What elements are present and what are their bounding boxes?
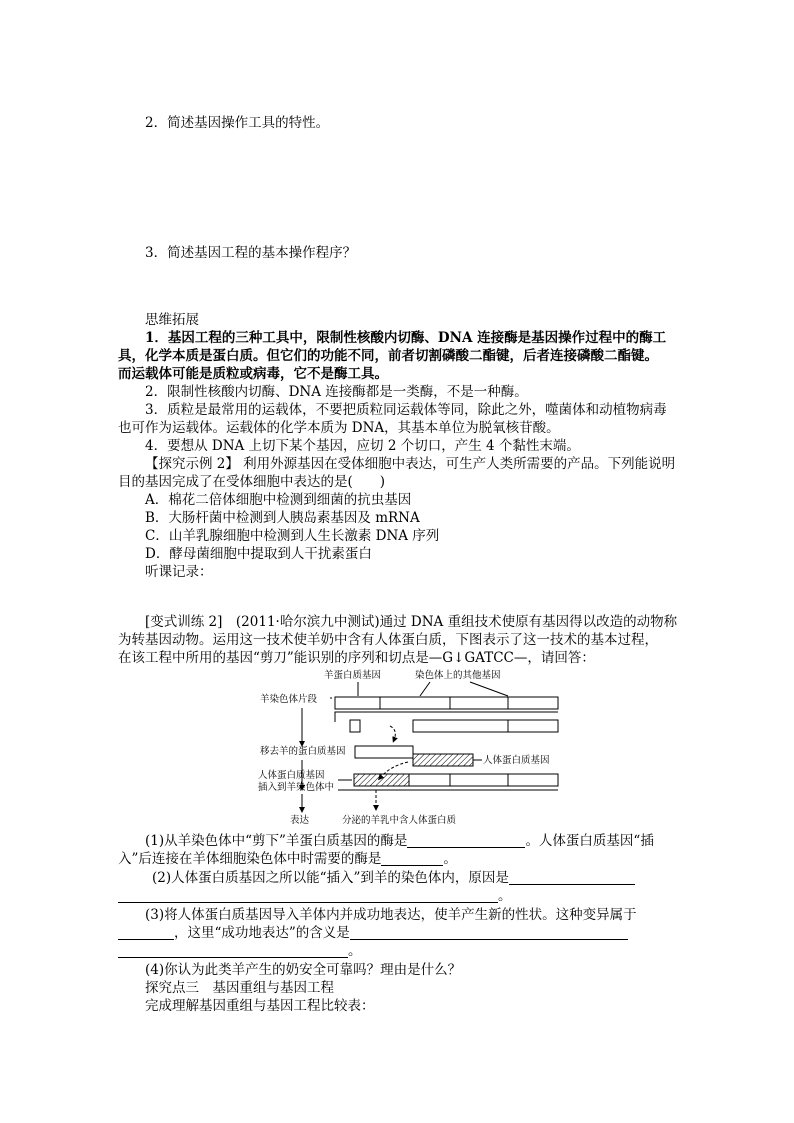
example-2-option-d: D．酵母菌细胞中提取到人干扰素蛋白 (145, 546, 372, 562)
answer-1-line1: (1)从羊染色体中“剪下”羊蛋白质基因的酶是 。人体蛋白质基因“插 (145, 833, 654, 849)
section-3-title: 探究点三 基因重组与基因工程 (145, 980, 334, 996)
answer-3-blank-3[interactable] (118, 943, 348, 958)
thinking-p1-line3: 而运载体可能是质粒或病毒，它不是酶工具。 (118, 366, 388, 382)
example-2-option-a: A．棉花二倍体细胞中检测到细菌的抗虫基因 (145, 492, 412, 508)
answer-3-blank-1[interactable] (118, 925, 174, 940)
answer-3-line3: 。 (118, 942, 362, 960)
sheep-chromosome-segment (335, 697, 558, 709)
pointer-other-gene-2 (470, 682, 508, 696)
example-2-option-c: C．山羊乳腺细胞中检测到人生长激素 DNA 序列 (145, 528, 440, 544)
pointer-other-gene-1 (420, 682, 430, 696)
answer-2-blank-1[interactable] (509, 870, 635, 885)
thinking-p4: 4．要想从 DNA 上切下某个基因，应切 2 个切口，产生 4 个黏性末端。 (145, 438, 580, 454)
answer-3-line2: ，这里“成功地表达”的含义是 (118, 924, 628, 942)
section-3-instruction: 完成理解基因重组与基因工程比较表： (145, 998, 375, 1014)
label-sheep-protein-gene: 羊蛋白质基因 (324, 670, 382, 681)
answer-2-line1: (2)人体蛋白质基因之所以能“插入”到羊的染色体内，原因是 (152, 869, 635, 887)
thinking-p1-line1: 1．基因工程的三种工具中，限制性核酸内切酶、DNA 连接酶是基因操作过程中的酶工 (145, 330, 667, 346)
variant-2-line2: 为转基因动物。运用这一技术使羊奶中含有人体蛋白质，下图表示了这一技术的基本过程， (118, 632, 658, 648)
label-insert-line1: 人体蛋白质基因 (258, 770, 325, 781)
thinking-p3-line1: 3．质粒是最常用的运载体，不要把质粒同运载体等同，除此之外，噬菌体和动植物病毒 (145, 402, 667, 418)
thinking-p3-line2: 也可作为运载体。运载体的化学本质为 DNA，其基本单位为脱氧核苷酸。 (118, 420, 560, 436)
answer-2-blank-2[interactable] (118, 888, 498, 903)
label-insert-line2: 插入到羊染色体中 (258, 782, 335, 793)
label-other-genes: 染色体上的其他基因 (415, 670, 501, 681)
variant-2-line1: [变式训练 2] (2011·哈尔滨九中测试)通过 DNA 重组技术使原有基因得以改造的动物称 (145, 614, 678, 630)
label-secreted-milk: 分泌的羊乳中含人体蛋白质 (342, 815, 457, 826)
thinking-title: 思维拓展 (145, 312, 199, 328)
thinking-p2: 2．限制性核酸内切酶、DNA 连接酶都是一类酶，不是一种酶。 (145, 384, 528, 400)
variant-2-line3: 在该工程中所用的基因“剪刀”能识别的序列和切点是—G↓GATCC—，请回答： (118, 650, 595, 666)
remaining-chromosome (413, 720, 558, 732)
answer-1-line2: 入”后连接在羊体细胞染色体中时需要的酶是 。 (118, 851, 457, 867)
label-human-protein-gene: 人体蛋白质基因 (483, 755, 550, 766)
answer-2-line2: 。 (118, 887, 512, 905)
label-express: 表达 (290, 815, 310, 826)
example-2-option-b: B．大肠杆菌中检测到人胰岛素基因及 mRNA (145, 510, 420, 526)
removed-sheep-gene (355, 746, 413, 758)
thinking-p1-line2: 具，化学本质是蛋白质。但它们的功能不同，前者切割磷酸二酯键，后者连接磷酸二酯键。 (118, 348, 658, 364)
answer-1-blank-1[interactable] (407, 833, 525, 848)
human-protein-gene (413, 754, 473, 766)
label-sheep-chromosome: 羊染色体片段 (260, 694, 318, 705)
example-2-line2: 目的基因完成了在受体细胞中表达的是( ) (118, 474, 386, 490)
question-2: 2．简述基因操作工具的特性。 (145, 115, 330, 131)
example-2-line1: 【探究示例 2】 利用外源基因在受体细胞中表达，可生产人类所需要的产品。下列能说明 (145, 456, 676, 472)
inserted-human-gene (354, 774, 409, 786)
answer-4: (4)你认为此类羊产生的奶安全可靠吗？理由是什么？ (145, 962, 462, 978)
answer-3-blank-2[interactable] (350, 925, 628, 940)
question-3: 3．简述基因工程的基本操作程序？ (145, 245, 357, 261)
answer-3-line1: (3)将人体蛋白质基因导入羊体内并成功地表达，使羊产生新的性状。这种变异属于 (145, 907, 637, 923)
answer-1-blank-2[interactable] (381, 851, 443, 866)
lecture-notes-label: 听课记录： (145, 564, 213, 580)
gene-transfer-diagram (250, 668, 570, 828)
label-remove-sheep-gene: 移去羊的蛋白质基因 (260, 746, 346, 757)
dashed-arrow-remove (390, 726, 395, 740)
